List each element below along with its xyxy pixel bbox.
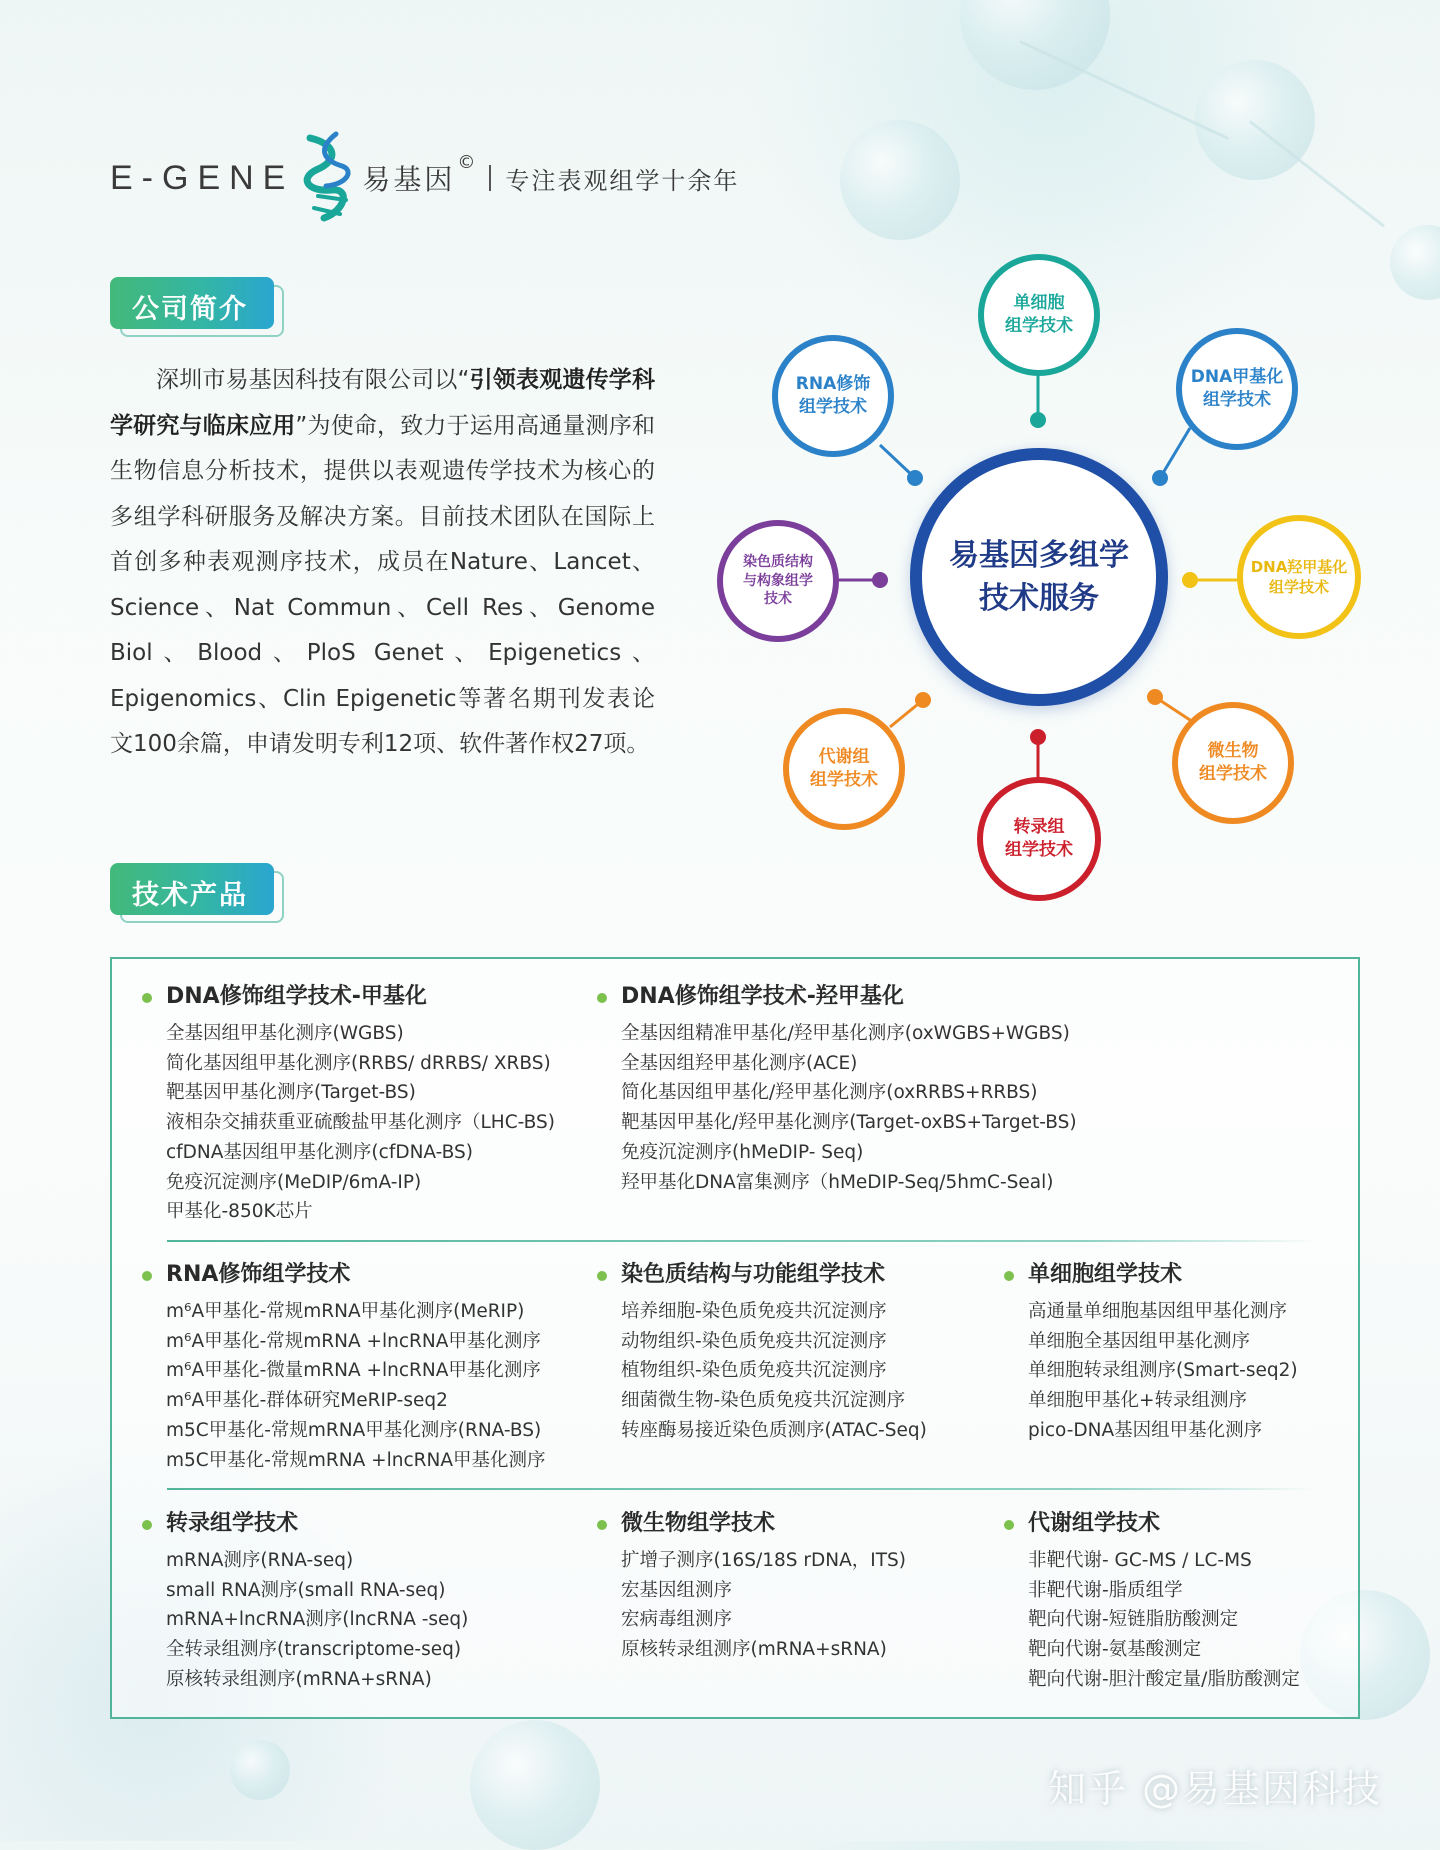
node-metabolome — [783, 708, 905, 830]
group-title: RNA修饰组学技术 — [140, 1261, 546, 1289]
brand-slogan: 专注表观组学十余年 — [505, 166, 740, 195]
product-item: 原核转录组测序(mRNA+sRNA) — [621, 1639, 887, 1661]
product-group-single-cell — [1002, 1261, 1298, 1446]
node-label: 转录组 — [1013, 817, 1065, 838]
product-item: 动物组织-染色质免疫共沉淀测序 — [621, 1330, 887, 1352]
node-label: 组学技术 — [1005, 840, 1073, 860]
product-item: m⁶A甲基化-常规mRNA +lncRNA甲基化测序 — [166, 1330, 541, 1352]
center-line-1: 易基因多组学 — [949, 537, 1129, 573]
zhihu-watermark: 知乎 @易基因科技 — [1048, 1767, 1383, 1811]
group-title: 转录组学技术 — [140, 1510, 468, 1538]
product-group-chromatin — [595, 1261, 927, 1446]
product-group-transcriptome — [140, 1510, 468, 1695]
section-title-about: 公司简介 — [132, 294, 248, 325]
node-label: 单细胞 — [1013, 293, 1065, 314]
product-item: 全基因组精准甲基化/羟甲基化测序(oxWGBS+WGBS) — [621, 1023, 1070, 1044]
product-item: 简化基因组甲基化/羟甲基化测序(oxRRBS+RRBS) — [621, 1082, 1038, 1104]
company-intro — [110, 358, 655, 768]
node-rna-modification — [772, 335, 894, 457]
product-item: 单细胞甲基化+转录组测序 — [1028, 1390, 1248, 1412]
node-single-cell — [978, 254, 1100, 376]
product-item: pico-DNA基因组甲基化测序 — [1028, 1419, 1263, 1441]
group-title: DNA修饰组学技术-羟甲基化 — [595, 983, 1077, 1011]
node-microbe — [1172, 702, 1294, 824]
decorative-molecule — [960, 0, 1110, 90]
product-item: 高通量单细胞基因组甲基化测序 — [1028, 1301, 1288, 1322]
node-label: 组学技术 — [810, 770, 878, 790]
product-list — [595, 1297, 927, 1446]
section-tag-products — [110, 863, 280, 919]
decorative-bond — [1019, 40, 1229, 140]
product-group-microbe — [595, 1510, 906, 1665]
section-divider — [167, 1488, 1317, 1490]
node-label: 组学技术 — [1199, 764, 1267, 784]
node-label: 组学技术 — [1203, 390, 1271, 410]
product-group-rna-modification — [140, 1261, 546, 1475]
product-item: mRNA+lncRNA测序(lncRNA -seq) — [166, 1609, 469, 1631]
node-label: RNA修饰 — [795, 374, 871, 395]
product-item: 植物组织-染色质免疫共沉淀测序 — [621, 1360, 887, 1382]
center-line-2: 技术服务 — [979, 581, 1099, 616]
product-item: 羟甲基化DNA富集测序（hMeDIP-Seq/5hmC-Seal) — [621, 1171, 1054, 1193]
helix-logo-icon — [296, 130, 358, 226]
decorative-molecule — [840, 120, 960, 240]
section-divider — [167, 1240, 1317, 1242]
product-group-dna-hydroxymethylation — [595, 983, 1077, 1197]
copyright-mark: © — [457, 151, 476, 173]
product-item: m⁶A甲基化-微量mRNA +lncRNA甲基化测序 — [166, 1360, 541, 1382]
product-item: 转座酶易接近染色质测序(ATAC-Seq) — [621, 1419, 927, 1441]
brand-name-cn: 易基因 — [362, 163, 456, 196]
node-label: 组学技术 — [798, 397, 867, 417]
intro-mission: 引领表观遗传学科学研究与临床应用 — [110, 367, 656, 439]
product-item: small RNA测序(small RNA-seq) — [166, 1579, 446, 1601]
product-item: 培养细胞-染色质免疫共沉淀测序 — [621, 1301, 887, 1322]
product-item: 靶向代谢-氨基酸测定 — [1028, 1639, 1202, 1661]
product-item: 单细胞转录组测序(Smart-seq2) — [1028, 1360, 1298, 1382]
product-item: 宏病毒组测序 — [621, 1609, 733, 1631]
node-label: DNA甲基化 — [1190, 367, 1284, 388]
product-item: 靶基因甲基化/羟甲基化测序(Target-oxBS+Target-BS) — [621, 1112, 1077, 1134]
section-tag-about — [110, 277, 280, 333]
intro-text-start: 深圳市易基因科技有限公司以“ — [156, 367, 470, 393]
group-title: 微生物组学技术 — [595, 1510, 906, 1538]
group-title: DNA修饰组学技术-甲基化 — [140, 983, 555, 1011]
decorative-bond — [1249, 120, 1385, 227]
product-list — [140, 1546, 468, 1695]
product-item: mRNA测序(RNA-seq) — [166, 1550, 354, 1571]
product-item: 原核转录组测序(mRNA+sRNA) — [166, 1668, 432, 1690]
brand-divider — [489, 165, 491, 191]
decorative-molecule — [230, 1740, 290, 1800]
product-item: 靶基因甲基化测序(Target-BS) — [166, 1082, 416, 1104]
product-item: m⁶A甲基化-常规mRNA甲基化测序(MeRIP) — [166, 1301, 525, 1322]
product-list — [140, 1297, 546, 1475]
product-item: 液相杂交捕获重亚硫酸盐甲基化测序（LHC-BS) — [166, 1112, 555, 1134]
node-label: 技术 — [764, 591, 792, 608]
product-item: 简化基因组甲基化测序(RRBS/ dRRBS/ XRBS) — [166, 1052, 551, 1074]
product-item: 非靶代谢-脂质组学 — [1028, 1579, 1183, 1601]
node-label: 代谢组 — [818, 747, 870, 768]
product-group-metabolome — [1002, 1510, 1300, 1695]
product-item: 免疫沉淀测序(hMeDIP- Seq) — [621, 1141, 864, 1163]
product-group-dna-methylation — [140, 983, 555, 1227]
node-transcriptome — [977, 777, 1101, 901]
product-item: 免疫沉淀测序(MeDIP/6mA-IP) — [166, 1171, 422, 1193]
decorative-molecule — [1195, 60, 1315, 180]
product-item: 宏基因组测序 — [621, 1579, 733, 1601]
group-title: 单细胞组学技术 — [1002, 1261, 1298, 1289]
node-label: DNA羟甲基化 — [1250, 557, 1348, 576]
product-item: 全转录组测序(transcriptome-seq) — [166, 1639, 462, 1661]
product-list — [1002, 1297, 1298, 1446]
product-item: 甲基化-850K芯片 — [166, 1201, 313, 1223]
brand-header — [110, 130, 739, 226]
product-list — [595, 1546, 906, 1665]
brand-name-en: E-GENE — [110, 158, 295, 197]
omics-services-diagram — [700, 240, 1400, 920]
group-title: 代谢组学技术 — [1002, 1510, 1300, 1538]
product-item: 扩增子测序(16S/18S rDNA，ITS) — [621, 1550, 906, 1571]
section-title-products: 技术产品 — [132, 880, 248, 911]
intro-text-rest: ”为使命，致力于运用高通量测序和生物信息分析技术，提供以表观遗传学技术为核心的多组学科研服务及解决方案。目前技术团队在国际上首创多种表观测序技术，成员在Nature、Lancet、Science、Nat Commun、Cell Res、Genome Biol、Blood、PloS Genet、Epigenetics、Epigenomics、Clin Epigenetic等著名期刊发表论文100余篇，申请发明专利12项、软件著作权27项。 — [110, 412, 655, 757]
product-item: 靶向代谢-胆汁酸定量/脂肪酸测定 — [1028, 1668, 1300, 1690]
node-label: 组学技术 — [1268, 578, 1329, 596]
product-list — [595, 1019, 1077, 1197]
products-panel — [110, 957, 1360, 1719]
node-dna-hydroxymethylation — [1237, 515, 1361, 639]
product-item: m5C甲基化-常规mRNA +lncRNA甲基化测序 — [166, 1449, 546, 1471]
node-label: 染色质结构 — [743, 553, 813, 570]
product-item: 非靶代谢- GC-MS / LC-MS — [1028, 1550, 1252, 1571]
node-dna-methylation — [1176, 328, 1298, 450]
product-item: 细菌微生物-染色质免疫共沉淀测序 — [621, 1390, 906, 1412]
node-label: 微生物 — [1207, 741, 1259, 762]
group-title: 染色质结构与功能组学技术 — [595, 1261, 927, 1289]
product-item: cfDNA基因组甲基化测序(cfDNA-BS) — [166, 1141, 474, 1163]
node-label: 与构象组学 — [743, 572, 813, 589]
product-item: 全基因组甲基化测序(WGBS) — [166, 1023, 404, 1044]
product-list — [1002, 1546, 1300, 1695]
product-item: 单细胞全基因组甲基化测序 — [1028, 1330, 1251, 1352]
product-item: 全基因组羟甲基化测序(ACE) — [621, 1052, 858, 1074]
node-label: 组学技术 — [1005, 316, 1073, 336]
product-list — [140, 1019, 555, 1227]
decorative-molecule — [470, 1720, 600, 1850]
product-item: m⁶A甲基化-群体研究MeRIP-seq2 — [166, 1390, 448, 1412]
node-chromatin — [717, 520, 839, 642]
center-node-services — [910, 448, 1168, 706]
product-item: 靶向代谢-短链脂肪酸测定 — [1028, 1609, 1239, 1631]
product-item: m5C甲基化-常规mRNA甲基化测序(RNA-BS) — [166, 1419, 542, 1441]
